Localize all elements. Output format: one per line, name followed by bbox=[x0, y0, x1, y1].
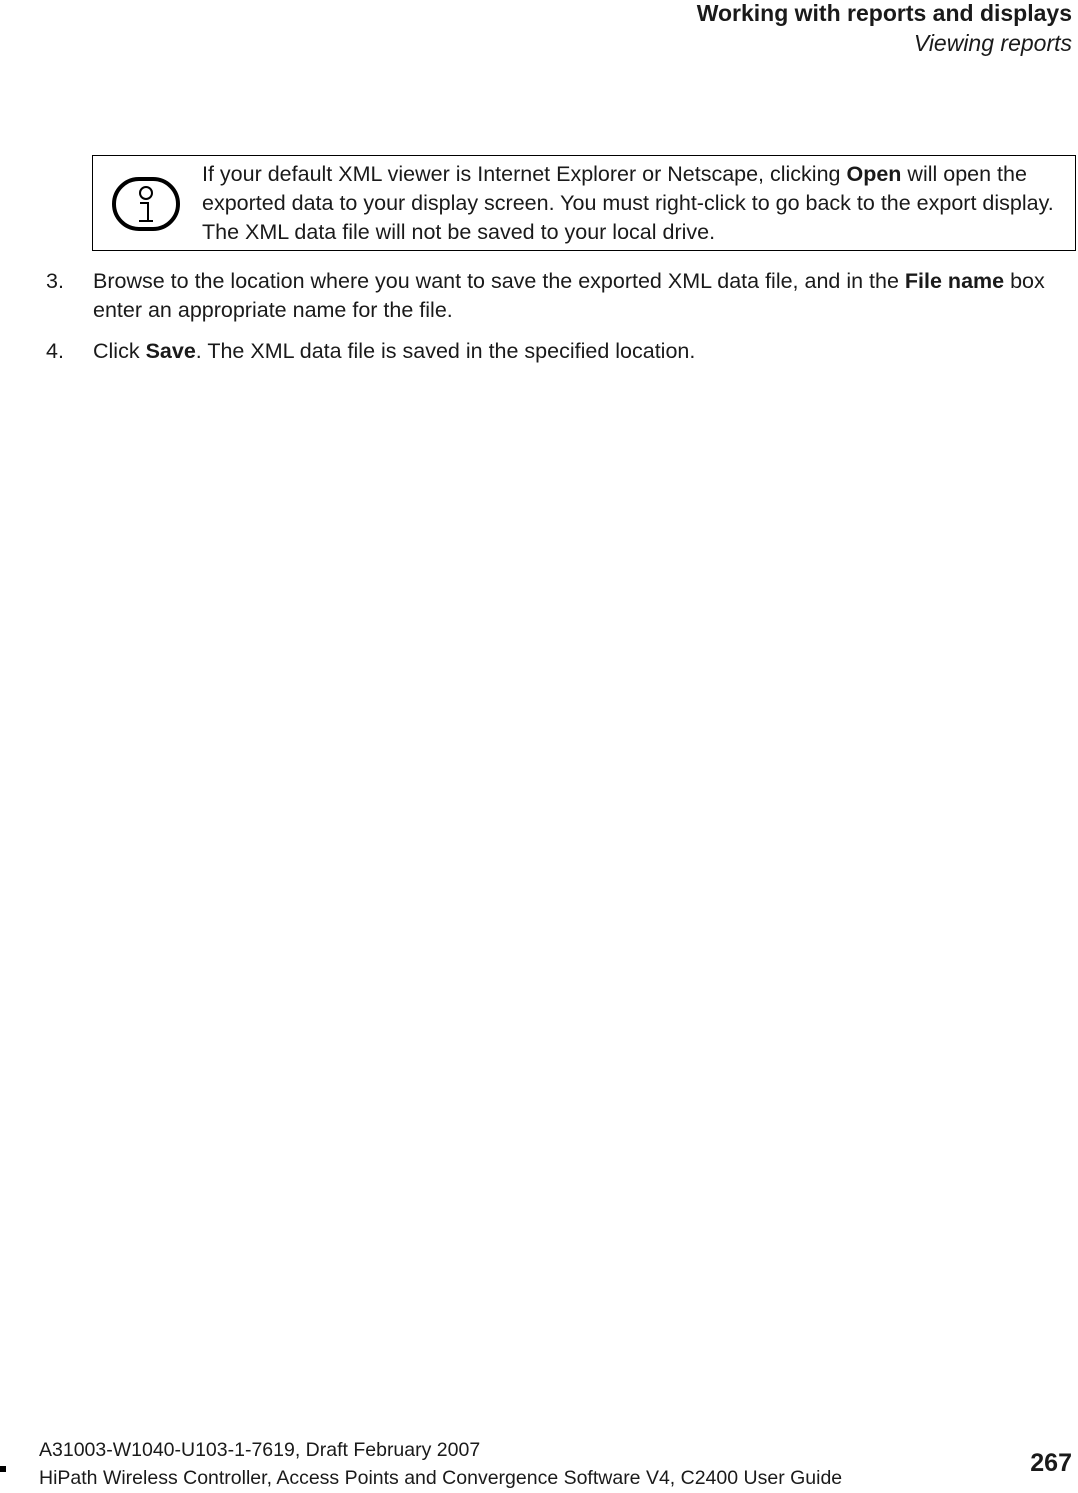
page-footer bbox=[39, 1436, 842, 1492]
section-title: Viewing reports bbox=[913, 30, 1072, 56]
note-text-before: If your default XML viewer is Internet Explorer or Netscape, clicking bbox=[202, 162, 847, 186]
step-text-after: box enter an appropriate name for the file. bbox=[93, 269, 1045, 322]
info-note bbox=[92, 155, 1076, 251]
procedure-steps bbox=[46, 267, 1072, 378]
step-bold-term: File name bbox=[904, 269, 1005, 293]
step-bold-term: Save bbox=[145, 339, 196, 363]
step-number: 4. bbox=[46, 339, 64, 363]
step-text-after: . The XML data file is saved in the specified location. bbox=[195, 339, 696, 363]
step-4 bbox=[46, 337, 1072, 366]
document-id: A31003-W1040-U103-1-7619, Draft February 2007 bbox=[39, 1439, 481, 1461]
page-header bbox=[697, 0, 1072, 56]
note-bold-word: Open bbox=[846, 162, 902, 186]
page-number: 267 bbox=[1030, 1449, 1072, 1477]
step-number: 3. bbox=[46, 269, 64, 293]
step-text-before: Browse to the location where you want to save the exported XML data file, and in the bbox=[93, 269, 905, 293]
step-3 bbox=[46, 267, 1072, 325]
step-text-before: Click bbox=[93, 339, 146, 363]
info-icon bbox=[111, 176, 181, 232]
guide-title: HiPath Wireless Controller, Access Points and Convergence Software V4, C2400 User Guide bbox=[39, 1467, 843, 1489]
note-text-after: will open the exported data to your display screen. You must right-click to go back to the export display. The XML data file will not be saved to your local drive. bbox=[202, 162, 1054, 244]
footer-marker bbox=[0, 1466, 6, 1472]
note-text bbox=[202, 160, 1067, 247]
chapter-title: Working with reports and displays bbox=[696, 0, 1072, 26]
